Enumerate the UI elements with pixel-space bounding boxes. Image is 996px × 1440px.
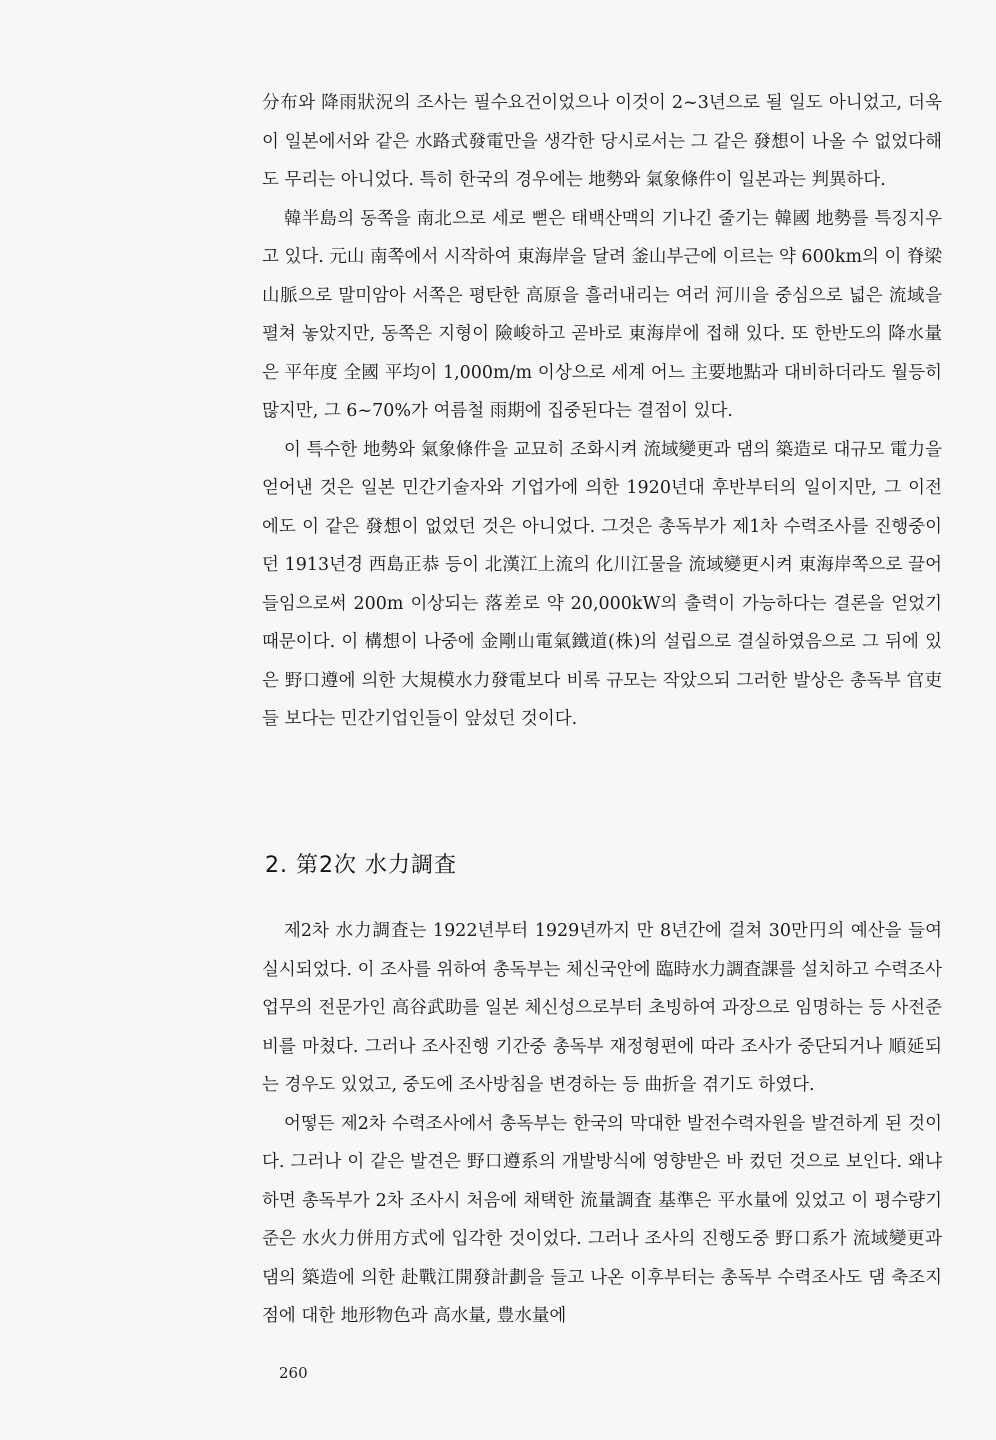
paragraph: 韓半島의 동쪽을 南北으로 세로 뻗은 태백산맥의 기나긴 줄기는 韓國 地勢를 특징지우고 있다. 元山 南쪽에서 시작하여 東海岸을 달려 釜山부근에 이르는 약 600km의 이 脊梁山脈으로 말미암아 서쪽은 평탄한 高原을 흘러내리는 여러 河川을 중심으로 넓은 流域을 펼쳐 놓았지만, 동쪽은 지형이 險峻하고 곧바로 東海岸에 접해 있다. 또 한반도의 降水量은 平年度 全國 平均이 1,000m/m 이상으로 세계 어느 主要地點과 대비하더라도 월등히 많지만, 그 6~70%가 여름철 雨期에 집중된다는 결점이 있다. [262, 208, 942, 421]
paragraph: 이 특수한 地勢와 氣象條件을 교묘히 조화시켜 流域變更과 댐의 築造로 대규모 電力을 얻어낸 것은 일본 민간기술자와 기업가에 의한 1920년대 후반부터의 일이지만, 그 이전에도 이 같은 發想이 없었던 것은 아니었다. 그것은 총독부가 제1차 수력조사를 진행중이던 1913년경 西島正恭 등이 北漢江上流의 化川江물을 流域變更시켜 東海岸쪽으로 끌어들임으로써 200m 이상되는 落差로 약 20,000kW의 출력이 가능하다는 결론을 얻었기 때문이다. 이 構想이 나중에 金剛山電氣鐵道(株)의 설립으로 결실하였음으로 그 뒤에 있은 野口遵에 의한 大規模水力發電보다 비록 규모는 작았으되 그러한 발상은 총독부 官吏들 보다는 민간기업인들이 앞섰던 것이다. [262, 439, 942, 729]
paragraph: 分布와 降雨狀況의 조사는 필수요건이었으나 이것이 2~3년으로 될 일도 아니었고, 더욱이 일본에서와 같은 水路式發電만을 생각한 당시로서는 그 같은 發想이 나올 수 없었다해도 무리는 아니었다. 특히 한국의 경우에는 地勢와 氣象條件이 일본과는 判異하다. [262, 93, 942, 190]
paragraph: 어떻든 제2차 수력조사에서 총독부는 한국의 막대한 발전수력자원을 발견하게 된 것이다. 그러나 이 같은 발견은 野口遵系의 개발방식에 영향받은 바 컸던 것으로 보인다. 왜냐하면 총독부가 2차 조사시 처음에 채택한 流量調査 基準은 平水量에 있었고 이 평수량기준은 水火力併用方式에 입각한 것이었다. 그러나 조사의 진행도중 野口系가 流域變更과 댐의 築造에 의한 赴戰江開發計劃을 들고 나온 이후부터는 총독부 수력조사도 댐 축조지점에 대한 地形物色과 高水量, 豊水量에 [262, 1113, 942, 1326]
text-block-upper [262, 84, 942, 739]
section-heading: 2. 第2次 水力調査 [265, 853, 457, 878]
page-number: 260 [279, 1364, 308, 1382]
text-block-lower [262, 912, 942, 1336]
paragraph: 제2차 水力調査는 1922년부터 1929년까지 만 8년간에 걸쳐 30만円의 예산을 들여 실시되었다. 이 조사를 위하여 총독부는 체신국안에 臨時水力調査課를 설치하고 수력조사업무의 전문가인 高谷武助를 일본 체신성으로부터 초빙하여 과장으로 임명하는 등 사전준비를 마쳤다. 그러나 조사진행 기간중 총독부 재정형편에 따라 조사가 중단되거나 順延되는 경우도 있었고, 중도에 조사방침을 변경하는 등 曲折을 겪기도 하였다. [262, 921, 942, 1095]
